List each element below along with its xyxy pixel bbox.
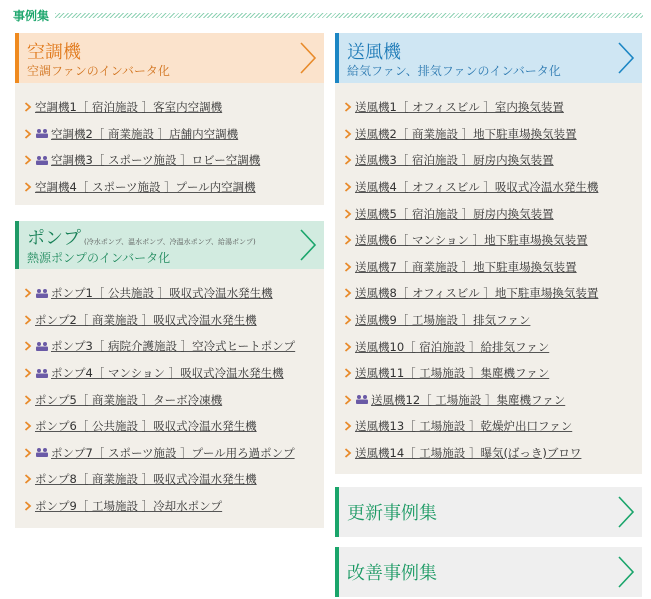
list-item-link[interactable]: 送風機1［ オフィスビル ］室内換気装置 (355, 100, 564, 115)
list-item-link[interactable]: 送風機3［ 宿泊施設 ］厨房内換気装置 (355, 153, 554, 168)
list-item[interactable] (335, 440, 642, 467)
improvement-cases-label: 改善事例集 (347, 563, 437, 584)
list-item-link[interactable]: ポンプ5［ 商業施設 ］ターボ冷凍機 (35, 392, 223, 407)
chevron-right-icon (24, 474, 32, 484)
list-item-link[interactable]: 送風機2［ 商業施設 ］地下駐車場換気装置 (355, 126, 577, 141)
list-item-link[interactable]: 送風機5［ 宿泊施設 ］厨房内換気装置 (355, 206, 554, 221)
fan-header-link[interactable] (335, 33, 642, 83)
chevron-right-icon (24, 341, 32, 351)
chevron-right-icon (616, 495, 636, 529)
update-cases-button[interactable] (335, 487, 642, 537)
chevron-right-icon (344, 342, 352, 352)
list-item-link[interactable]: ポンプ4［ マンション ］吸収式冷温水発生機 (51, 366, 284, 381)
panel-fan (335, 33, 642, 474)
chevron-right-icon (344, 421, 352, 431)
chevron-right-icon (24, 395, 32, 405)
list-item-link[interactable]: 空調機2［ 商業施設 ］店舗内空調機 (51, 126, 239, 141)
chevron-right-icon (24, 501, 32, 511)
chevron-right-icon (298, 228, 318, 262)
aircon-subtitle: 空調ファンのインバータ化 (27, 64, 170, 78)
chevron-right-icon (344, 368, 352, 378)
chevron-right-icon (24, 182, 32, 192)
list-item-link[interactable]: 送風機14［ 工場施設 ］曝気(ばっき)ブロワ (355, 446, 582, 461)
list-item-link[interactable]: 送風機4［ オフィスビル ］吸収式冷温水発生機 (355, 180, 599, 195)
list-item[interactable] (335, 254, 642, 281)
chevron-right-icon (344, 448, 352, 458)
chevron-right-icon (344, 209, 352, 219)
chevron-right-icon (344, 395, 352, 405)
section-title: 事例集 (13, 8, 50, 23)
list-item[interactable] (335, 121, 642, 148)
fan-list (335, 94, 642, 466)
list-item[interactable] (15, 466, 324, 493)
list-item[interactable] (335, 200, 642, 227)
chevron-right-icon (298, 41, 318, 75)
photo-icon (35, 155, 49, 166)
list-item[interactable] (15, 386, 324, 413)
chevron-right-icon (344, 155, 352, 165)
chevron-right-icon (344, 102, 352, 112)
list-item[interactable] (15, 94, 324, 121)
list-item-link[interactable]: 送風機7［ 商業施設 ］地下駐車場換気装置 (355, 259, 577, 274)
list-item-link[interactable]: 送風機9［ 工場施設 ］排気ファン (355, 313, 531, 328)
list-item[interactable] (15, 493, 324, 520)
aircon-title: 空調機 (27, 42, 81, 63)
pump-list (15, 280, 324, 519)
chevron-right-icon (24, 155, 32, 165)
list-item[interactable] (335, 94, 642, 121)
panel-aircon (15, 33, 324, 205)
list-item-link[interactable]: ポンプ3［ 病院介護施設 ］空冷式ヒートポンプ (51, 339, 296, 354)
list-item-link[interactable]: ポンプ8［ 商業施設 ］吸収式冷温水発生機 (35, 472, 257, 487)
chevron-right-icon (24, 368, 32, 378)
chevron-right-icon (24, 102, 32, 112)
photo-icon (35, 368, 49, 379)
list-item[interactable] (335, 147, 642, 174)
list-item[interactable] (15, 440, 324, 467)
chevron-right-icon (24, 448, 32, 458)
chevron-right-icon (344, 262, 352, 272)
fan-accent-bar (335, 33, 339, 83)
pump-title-note: (冷水ポンプ、温水ポンプ、冷温水ポンプ、給湯ポンプ) (84, 238, 256, 246)
chevron-right-icon (344, 315, 352, 325)
list-item[interactable] (335, 360, 642, 387)
panel-pump (15, 221, 324, 528)
pump-title: ポンプ (27, 228, 81, 249)
list-item[interactable] (15, 333, 324, 360)
list-item-link[interactable]: 送風機6［ マンション ］地下駐車場換気装置 (355, 233, 588, 248)
list-item[interactable] (15, 307, 324, 334)
list-item[interactable] (15, 413, 324, 440)
list-item-link[interactable]: ポンプ7［ スポーツ施設 ］プール用ろ過ポンプ (51, 445, 295, 460)
list-item-link[interactable]: ポンプ9［ 工場施設 ］冷却水ポンプ (35, 499, 223, 514)
list-item[interactable] (15, 280, 324, 307)
fan-title: 送風機 (347, 42, 401, 63)
list-item-link[interactable]: 空調機3［ スポーツ施設 ］ロビー空調機 (51, 153, 261, 168)
chevron-right-icon (24, 288, 32, 298)
list-item-link[interactable]: 送風機11［ 工場施設 ］集塵機ファン (355, 366, 550, 381)
aircon-header-link[interactable] (15, 33, 324, 83)
pump-title-wrap (27, 224, 256, 250)
fan-subtitle: 給気ファン、排気ファンのインバータ化 (347, 64, 561, 78)
list-item[interactable] (335, 307, 642, 334)
list-item-link[interactable]: ポンプ1［ 公共施設 ］吸収式冷温水発生機 (51, 286, 273, 301)
list-item-link[interactable]: ポンプ6［ 公共施設 ］吸収式冷温水発生機 (35, 419, 257, 434)
update-accent-bar (335, 487, 339, 537)
pump-subtitle: 熱源ポンプのインバータ化 (27, 251, 171, 265)
list-item[interactable] (15, 360, 324, 387)
photo-icon (35, 447, 49, 458)
improvement-cases-button[interactable] (335, 547, 642, 597)
chevron-right-icon (24, 315, 32, 325)
chevron-right-icon (24, 421, 32, 431)
list-item[interactable] (335, 227, 642, 254)
chevron-right-icon (616, 41, 636, 75)
list-item-link[interactable]: 送風機10［ 宿泊施設 ］給排気ファン (355, 339, 550, 354)
chevron-right-icon (344, 288, 352, 298)
photo-icon (35, 341, 49, 352)
list-item-link[interactable]: 送風機8［ オフィスビル ］地下駐車場換気装置 (355, 286, 599, 301)
chevron-right-icon (344, 129, 352, 139)
list-item[interactable] (15, 121, 324, 148)
list-item[interactable] (335, 387, 642, 414)
improve-accent-bar (335, 547, 339, 597)
list-item-link[interactable]: 送風機12［ 工場施設 ］集塵機ファン (371, 392, 566, 407)
list-item[interactable] (335, 333, 642, 360)
list-item-link[interactable]: 送風機13［ 工場施設 ］乾燥炉出口ファン (355, 419, 573, 434)
list-item[interactable] (335, 280, 642, 307)
list-item[interactable] (335, 174, 642, 201)
photo-icon (35, 288, 49, 299)
pump-accent-bar (15, 221, 19, 269)
list-item[interactable] (15, 147, 324, 174)
list-item[interactable] (15, 174, 324, 201)
photo-icon (355, 394, 369, 405)
list-item[interactable] (335, 413, 642, 440)
section-header (13, 6, 643, 24)
chevron-right-icon (344, 182, 352, 192)
photo-icon (35, 128, 49, 139)
aircon-list (15, 94, 324, 200)
update-cases-label: 更新事例集 (347, 503, 437, 524)
pump-header-link[interactable] (15, 221, 324, 269)
list-item-link[interactable]: ポンプ2［ 商業施設 ］吸収式冷温水発生機 (35, 312, 257, 327)
chevron-right-icon (616, 555, 636, 589)
aircon-accent-bar (15, 33, 19, 83)
list-item-link[interactable]: 空調機1［ 宿泊施設 ］客室内空調機 (35, 100, 223, 115)
list-item-link[interactable]: 空調機4［ スポーツ施設 ］プール内空調機 (35, 180, 256, 195)
chevron-right-icon (24, 129, 32, 139)
chevron-right-icon (344, 235, 352, 245)
section-divider (55, 13, 643, 18)
